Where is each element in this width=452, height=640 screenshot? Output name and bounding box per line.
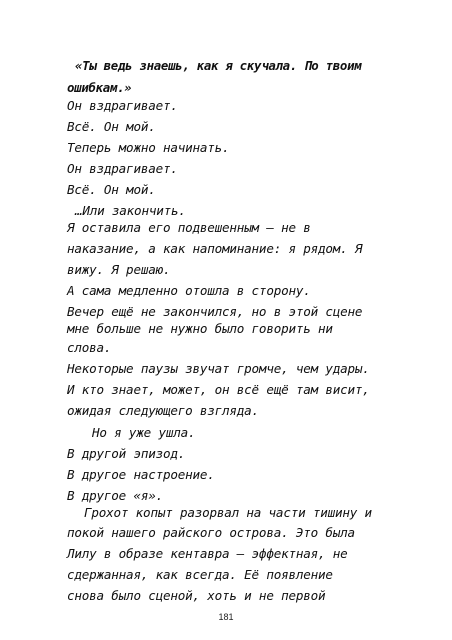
text-line-11: вижу. Я решаю.: [67, 262, 171, 277]
text-line-2: ошибкам.»: [67, 80, 132, 95]
text-line-3: Он вздрагивает.: [67, 98, 178, 113]
text-line-10: наказание, а как напоминание: я рядом. Я: [67, 241, 363, 256]
text-line-24: покой нашего райского острова. Это была: [67, 525, 355, 540]
text-line-19: Но я уже ушла.: [92, 425, 196, 440]
text-line-26: сдержанная, как всегда. Её появление: [67, 567, 333, 582]
text-line-17: И кто знает, может, он всё ещё там висит,: [67, 382, 370, 397]
text-line-13: Вечер ещё не закончился, но в этой сцене: [67, 304, 363, 319]
text-line-1: «Ты ведь знаешь, как я скучала. По твоим: [75, 58, 362, 73]
text-line-14: мне больше не нужно было говорить ни: [67, 321, 333, 336]
text-line-27: снова было сценой, хоть и не первой: [67, 588, 326, 603]
text-line-21: В другое настроение.: [67, 467, 215, 482]
text-line-8: …Или закончить.: [75, 203, 186, 218]
text-line-15: слова.: [67, 340, 112, 355]
text-line-9: Я оставила его подвешенным — не в: [67, 220, 311, 235]
text-line-5: Теперь можно начинать.: [67, 140, 230, 155]
text-line-18: ожидая следующего взгляда.: [67, 403, 259, 418]
text-line-6: Он вздрагивает.: [67, 161, 178, 176]
text-line-25: Лилу в образе кентавра — эффектная, не: [67, 546, 348, 561]
text-line-22: В другое «я».: [67, 488, 163, 503]
text-line-4: Всё. Он мой.: [67, 119, 156, 134]
text-line-12: А сама медленно отошла в сторону.: [67, 283, 311, 298]
text-line-20: В другой эпизод.: [67, 446, 186, 461]
text-line-16: Некоторые паузы звучат громче, чем удары.: [67, 361, 370, 376]
page-number: 181: [218, 612, 234, 622]
text-line-23: Грохот копыт разорвал на части тишину и: [84, 505, 372, 520]
text-line-7: Всё. Он мой.: [67, 182, 156, 197]
